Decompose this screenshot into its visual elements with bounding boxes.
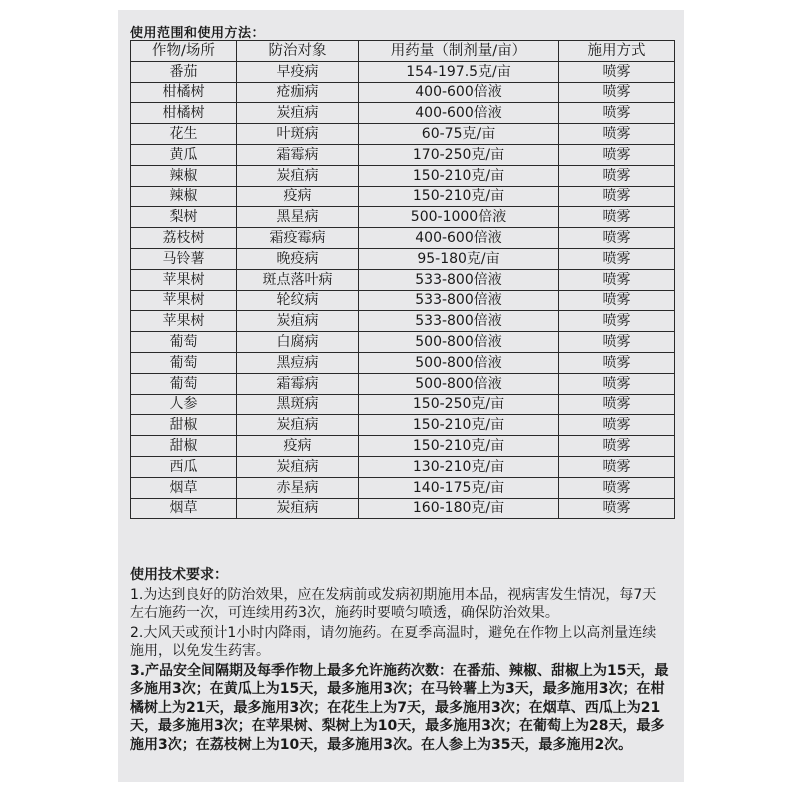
table-row xyxy=(131,248,675,269)
cell-dosage: 500-1000倍液 xyxy=(359,207,559,228)
table-row xyxy=(131,269,675,290)
cell-target: 叶斑病 xyxy=(237,124,359,145)
table-row xyxy=(131,373,675,394)
cell-method: 喷雾 xyxy=(559,269,675,290)
cell-dosage: 500-800倍液 xyxy=(359,352,559,373)
cell-method: 喷雾 xyxy=(559,498,675,519)
cell-dosage: 500-800倍液 xyxy=(359,332,559,353)
table-row xyxy=(131,352,675,373)
cell-crop: 花生 xyxy=(131,124,237,145)
cell-dosage: 400-600倍液 xyxy=(359,82,559,103)
cell-crop: 甜椒 xyxy=(131,436,237,457)
requirements-section xyxy=(130,566,670,755)
cell-crop: 烟草 xyxy=(131,477,237,498)
requirement-item-1: 1.为达到良好的防治效果，应在发病前或发病初期施用本品，视病害发生情况，每7天左右施药一次，可连续用药3次，施药时要喷匀喷透，确保防治效果。 xyxy=(130,586,657,621)
cell-crop: 柑橘树 xyxy=(131,103,237,124)
cell-crop: 梨树 xyxy=(131,207,237,228)
cell-dosage: 130-210克/亩 xyxy=(359,456,559,477)
table-row xyxy=(131,332,675,353)
cell-method: 喷雾 xyxy=(559,207,675,228)
requirement-item-3: 3.产品安全间隔期及每季作物上最多允许施药次数：在番茄、辣椒、甜椒上为15天，最多施用3次；在黄瓜上为15天，最多施用3次；在马铃薯上为3天，最多施用3次；在柑橘树上为21天，最多施用3次；在花生上为7天，最多施用3次；在烟草、西瓜上为21天，最多施用3次；在苹果树、梨树上为10天，最多施用3次；在葡萄上为28天，最多施用3次；在荔枝树上为10天，最多施用3次。在人参上为35天，最多施用2次。 xyxy=(130,662,669,753)
cell-crop: 柑橘树 xyxy=(131,82,237,103)
cell-dosage: 400-600倍液 xyxy=(359,103,559,124)
cell-crop: 烟草 xyxy=(131,498,237,519)
cell-target: 霜霉病 xyxy=(237,373,359,394)
cell-target: 疫病 xyxy=(237,436,359,457)
cell-crop: 苹果树 xyxy=(131,311,237,332)
cell-dosage: 95-180克/亩 xyxy=(359,248,559,269)
cell-dosage: 533-800倍液 xyxy=(359,269,559,290)
table-row xyxy=(131,144,675,165)
cell-target: 炭疽病 xyxy=(237,498,359,519)
table-row xyxy=(131,186,675,207)
table-row xyxy=(131,61,675,82)
cell-target: 炭疽病 xyxy=(237,415,359,436)
cell-target: 霜疫霉病 xyxy=(237,228,359,249)
cell-crop: 西瓜 xyxy=(131,456,237,477)
cell-dosage: 533-800倍液 xyxy=(359,290,559,311)
cell-target: 炭疽病 xyxy=(237,456,359,477)
cell-dosage: 140-175克/亩 xyxy=(359,477,559,498)
table-row xyxy=(131,228,675,249)
table-row xyxy=(131,207,675,228)
cell-crop: 葡萄 xyxy=(131,352,237,373)
cell-target: 黑痘病 xyxy=(237,352,359,373)
cell-crop: 番茄 xyxy=(131,61,237,82)
cell-dosage: 170-250克/亩 xyxy=(359,144,559,165)
cell-target: 疮痂病 xyxy=(237,82,359,103)
cell-dosage: 150-210克/亩 xyxy=(359,165,559,186)
cell-target: 白腐病 xyxy=(237,332,359,353)
cell-crop: 葡萄 xyxy=(131,373,237,394)
table-row xyxy=(131,82,675,103)
cell-crop: 黄瓜 xyxy=(131,144,237,165)
table-row xyxy=(131,436,675,457)
cell-target: 炭疽病 xyxy=(237,103,359,124)
cell-dosage: 160-180克/亩 xyxy=(359,498,559,519)
table-row xyxy=(131,477,675,498)
usage-section-title: 使用范围和使用方法： xyxy=(130,26,266,41)
cell-crop: 人参 xyxy=(131,394,237,415)
table-row xyxy=(131,311,675,332)
table-row xyxy=(131,394,675,415)
header-method: 施用方式 xyxy=(559,41,675,62)
cell-target: 黑星病 xyxy=(237,207,359,228)
cell-dosage: 150-210克/亩 xyxy=(359,415,559,436)
table-row xyxy=(131,498,675,519)
cell-crop: 荔枝树 xyxy=(131,228,237,249)
cell-target: 斑点落叶病 xyxy=(237,269,359,290)
table-row xyxy=(131,124,675,145)
cell-dosage: 400-600倍液 xyxy=(359,228,559,249)
cell-target: 晚疫病 xyxy=(237,248,359,269)
cell-dosage: 154-197.5克/亩 xyxy=(359,61,559,82)
cell-target: 炭疽病 xyxy=(237,311,359,332)
cell-dosage: 150-210克/亩 xyxy=(359,436,559,457)
label-sheet xyxy=(118,10,684,782)
cell-dosage: 60-75克/亩 xyxy=(359,124,559,145)
table-body xyxy=(131,61,675,519)
cell-method: 喷雾 xyxy=(559,124,675,145)
cell-method: 喷雾 xyxy=(559,228,675,249)
cell-method: 喷雾 xyxy=(559,61,675,82)
cell-target: 霜霉病 xyxy=(237,144,359,165)
header-target: 防治对象 xyxy=(237,41,359,62)
cell-target: 轮纹病 xyxy=(237,290,359,311)
cell-dosage: 533-800倍液 xyxy=(359,311,559,332)
cell-target: 疫病 xyxy=(237,186,359,207)
table-row xyxy=(131,456,675,477)
cell-method: 喷雾 xyxy=(559,332,675,353)
header-crop: 作物/场所 xyxy=(131,41,237,62)
table-row xyxy=(131,415,675,436)
cell-crop: 马铃薯 xyxy=(131,248,237,269)
cell-target: 炭疽病 xyxy=(237,165,359,186)
cell-crop: 甜椒 xyxy=(131,415,237,436)
cell-method: 喷雾 xyxy=(559,373,675,394)
cell-dosage: 150-250克/亩 xyxy=(359,394,559,415)
cell-method: 喷雾 xyxy=(559,477,675,498)
cell-target: 早疫病 xyxy=(237,61,359,82)
usage-table xyxy=(130,40,675,519)
cell-crop: 葡萄 xyxy=(131,332,237,353)
cell-method: 喷雾 xyxy=(559,456,675,477)
cell-method: 喷雾 xyxy=(559,248,675,269)
cell-crop: 辣椒 xyxy=(131,165,237,186)
cell-target: 赤星病 xyxy=(237,477,359,498)
cell-method: 喷雾 xyxy=(559,290,675,311)
cell-method: 喷雾 xyxy=(559,394,675,415)
cell-method: 喷雾 xyxy=(559,144,675,165)
requirements-title: 使用技术要求： xyxy=(130,567,228,583)
cell-method: 喷雾 xyxy=(559,352,675,373)
cell-dosage: 500-800倍液 xyxy=(359,373,559,394)
cell-dosage: 150-210克/亩 xyxy=(359,186,559,207)
cell-crop: 苹果树 xyxy=(131,290,237,311)
cell-method: 喷雾 xyxy=(559,82,675,103)
cell-method: 喷雾 xyxy=(559,165,675,186)
table-row xyxy=(131,165,675,186)
requirement-item-2: 2.大风天或预计1小时内降雨，请勿施药。在夏季高温时，避免在作物上以高剂量连续施用，以免发生药害。 xyxy=(130,624,657,659)
cell-method: 喷雾 xyxy=(559,186,675,207)
header-dosage: 用药量（制剂量/亩） xyxy=(359,41,559,62)
cell-crop: 辣椒 xyxy=(131,186,237,207)
cell-method: 喷雾 xyxy=(559,415,675,436)
table-row xyxy=(131,103,675,124)
cell-method: 喷雾 xyxy=(559,436,675,457)
cell-method: 喷雾 xyxy=(559,311,675,332)
table-header-row xyxy=(131,41,675,62)
table-row xyxy=(131,290,675,311)
cell-crop: 苹果树 xyxy=(131,269,237,290)
cell-method: 喷雾 xyxy=(559,103,675,124)
cell-target: 黑斑病 xyxy=(237,394,359,415)
